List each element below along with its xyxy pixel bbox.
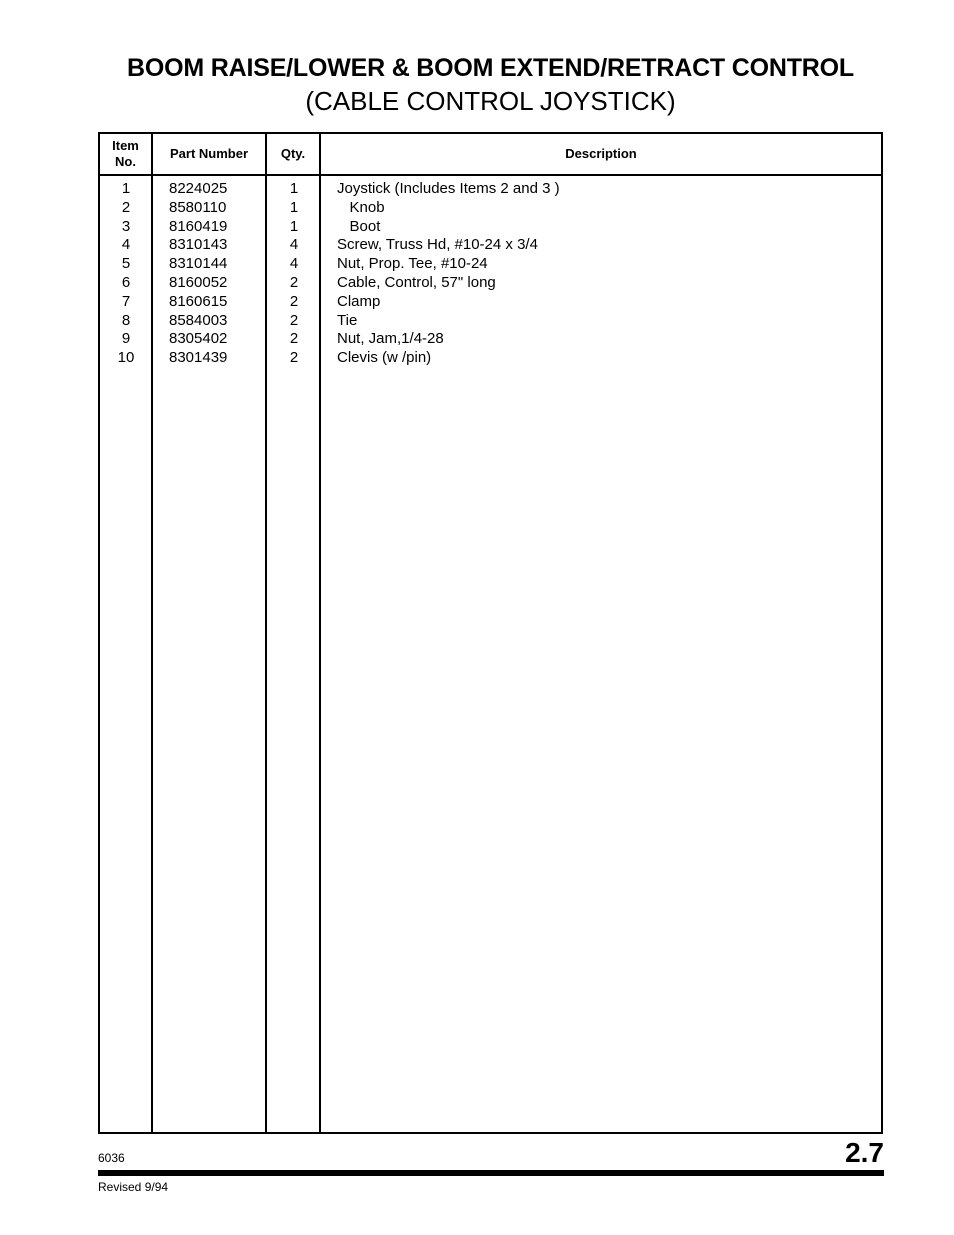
revision-date: Revised 9/94 bbox=[98, 1180, 169, 1194]
part-number: 8224025 bbox=[169, 180, 228, 197]
parts-table-body bbox=[100, 180, 881, 368]
quantity: 4 bbox=[289, 236, 299, 254]
quantity: 1 bbox=[289, 217, 299, 235]
description: Clevis (w /pin) bbox=[337, 349, 432, 367]
column-header-qty: Qty. bbox=[280, 146, 306, 161]
table-row bbox=[100, 218, 881, 237]
quantity: 2 bbox=[289, 273, 299, 291]
header-divider bbox=[100, 174, 881, 176]
part-number: 8301439 bbox=[169, 349, 228, 367]
quantity: 2 bbox=[289, 349, 299, 367]
table-row bbox=[100, 330, 881, 349]
part-number: 8310143 bbox=[169, 236, 228, 254]
table-row bbox=[100, 349, 881, 368]
table-row bbox=[100, 199, 881, 218]
part-number: 8160419 bbox=[169, 217, 228, 235]
table-row bbox=[100, 293, 881, 312]
item-number: 3 bbox=[121, 217, 131, 235]
description: Clamp bbox=[337, 292, 381, 310]
column-header-item-line2: No. bbox=[115, 154, 136, 169]
table-row bbox=[100, 255, 881, 274]
item-number: 7 bbox=[121, 292, 131, 310]
quantity: 2 bbox=[289, 311, 299, 329]
item-number: 10 bbox=[117, 349, 135, 367]
column-header-part-number: Part Number bbox=[169, 146, 249, 161]
quantity: 1 bbox=[289, 180, 299, 197]
quantity: 1 bbox=[289, 198, 299, 216]
description: Nut, Prop. Tee, #10-24 bbox=[337, 255, 488, 273]
column-header-item-line1: Item bbox=[112, 138, 139, 153]
part-number: 8160615 bbox=[169, 292, 228, 310]
item-number: 8 bbox=[121, 311, 131, 329]
quantity: 4 bbox=[289, 255, 299, 273]
description: Screw, Truss Hd, #10-24 x 3/4 bbox=[337, 236, 538, 254]
part-number: 8305402 bbox=[169, 330, 228, 348]
description: Tie bbox=[337, 311, 358, 329]
item-number: 1 bbox=[121, 180, 131, 197]
part-number: 8580110 bbox=[169, 198, 227, 216]
description: Knob bbox=[337, 198, 385, 216]
table-row bbox=[100, 180, 881, 199]
table-row bbox=[100, 236, 881, 255]
item-number: 9 bbox=[121, 330, 131, 348]
description: Joystick (Includes Items 2 and 3 ) bbox=[337, 180, 560, 197]
table-row bbox=[100, 312, 881, 331]
quantity: 2 bbox=[289, 330, 299, 348]
description: Cable, Control, 57" long bbox=[337, 273, 496, 291]
quantity: 2 bbox=[289, 292, 299, 310]
description: Nut, Jam,1/4-28 bbox=[337, 330, 444, 348]
table-row bbox=[100, 274, 881, 293]
part-number: 8310144 bbox=[169, 255, 228, 273]
page-title: BOOM RAISE/LOWER & BOOM EXTEND/RETRACT CONTROL bbox=[127, 54, 854, 82]
column-header-item-no bbox=[100, 134, 151, 174]
item-number: 6 bbox=[121, 273, 131, 291]
item-number: 5 bbox=[121, 255, 131, 273]
page-subtitle: (CABLE CONTROL JOYSTICK) bbox=[305, 86, 676, 116]
part-number: 8160052 bbox=[169, 273, 228, 291]
part-number: 8584003 bbox=[169, 311, 228, 329]
page-number: 2.7 bbox=[845, 1137, 884, 1168]
footer-rule bbox=[98, 1170, 884, 1176]
description: Boot bbox=[337, 217, 381, 235]
parts-table bbox=[98, 132, 883, 1134]
document-code: 6036 bbox=[98, 1151, 125, 1165]
column-header-description: Description bbox=[565, 146, 637, 161]
item-number: 4 bbox=[121, 236, 131, 254]
item-number: 2 bbox=[121, 198, 131, 216]
